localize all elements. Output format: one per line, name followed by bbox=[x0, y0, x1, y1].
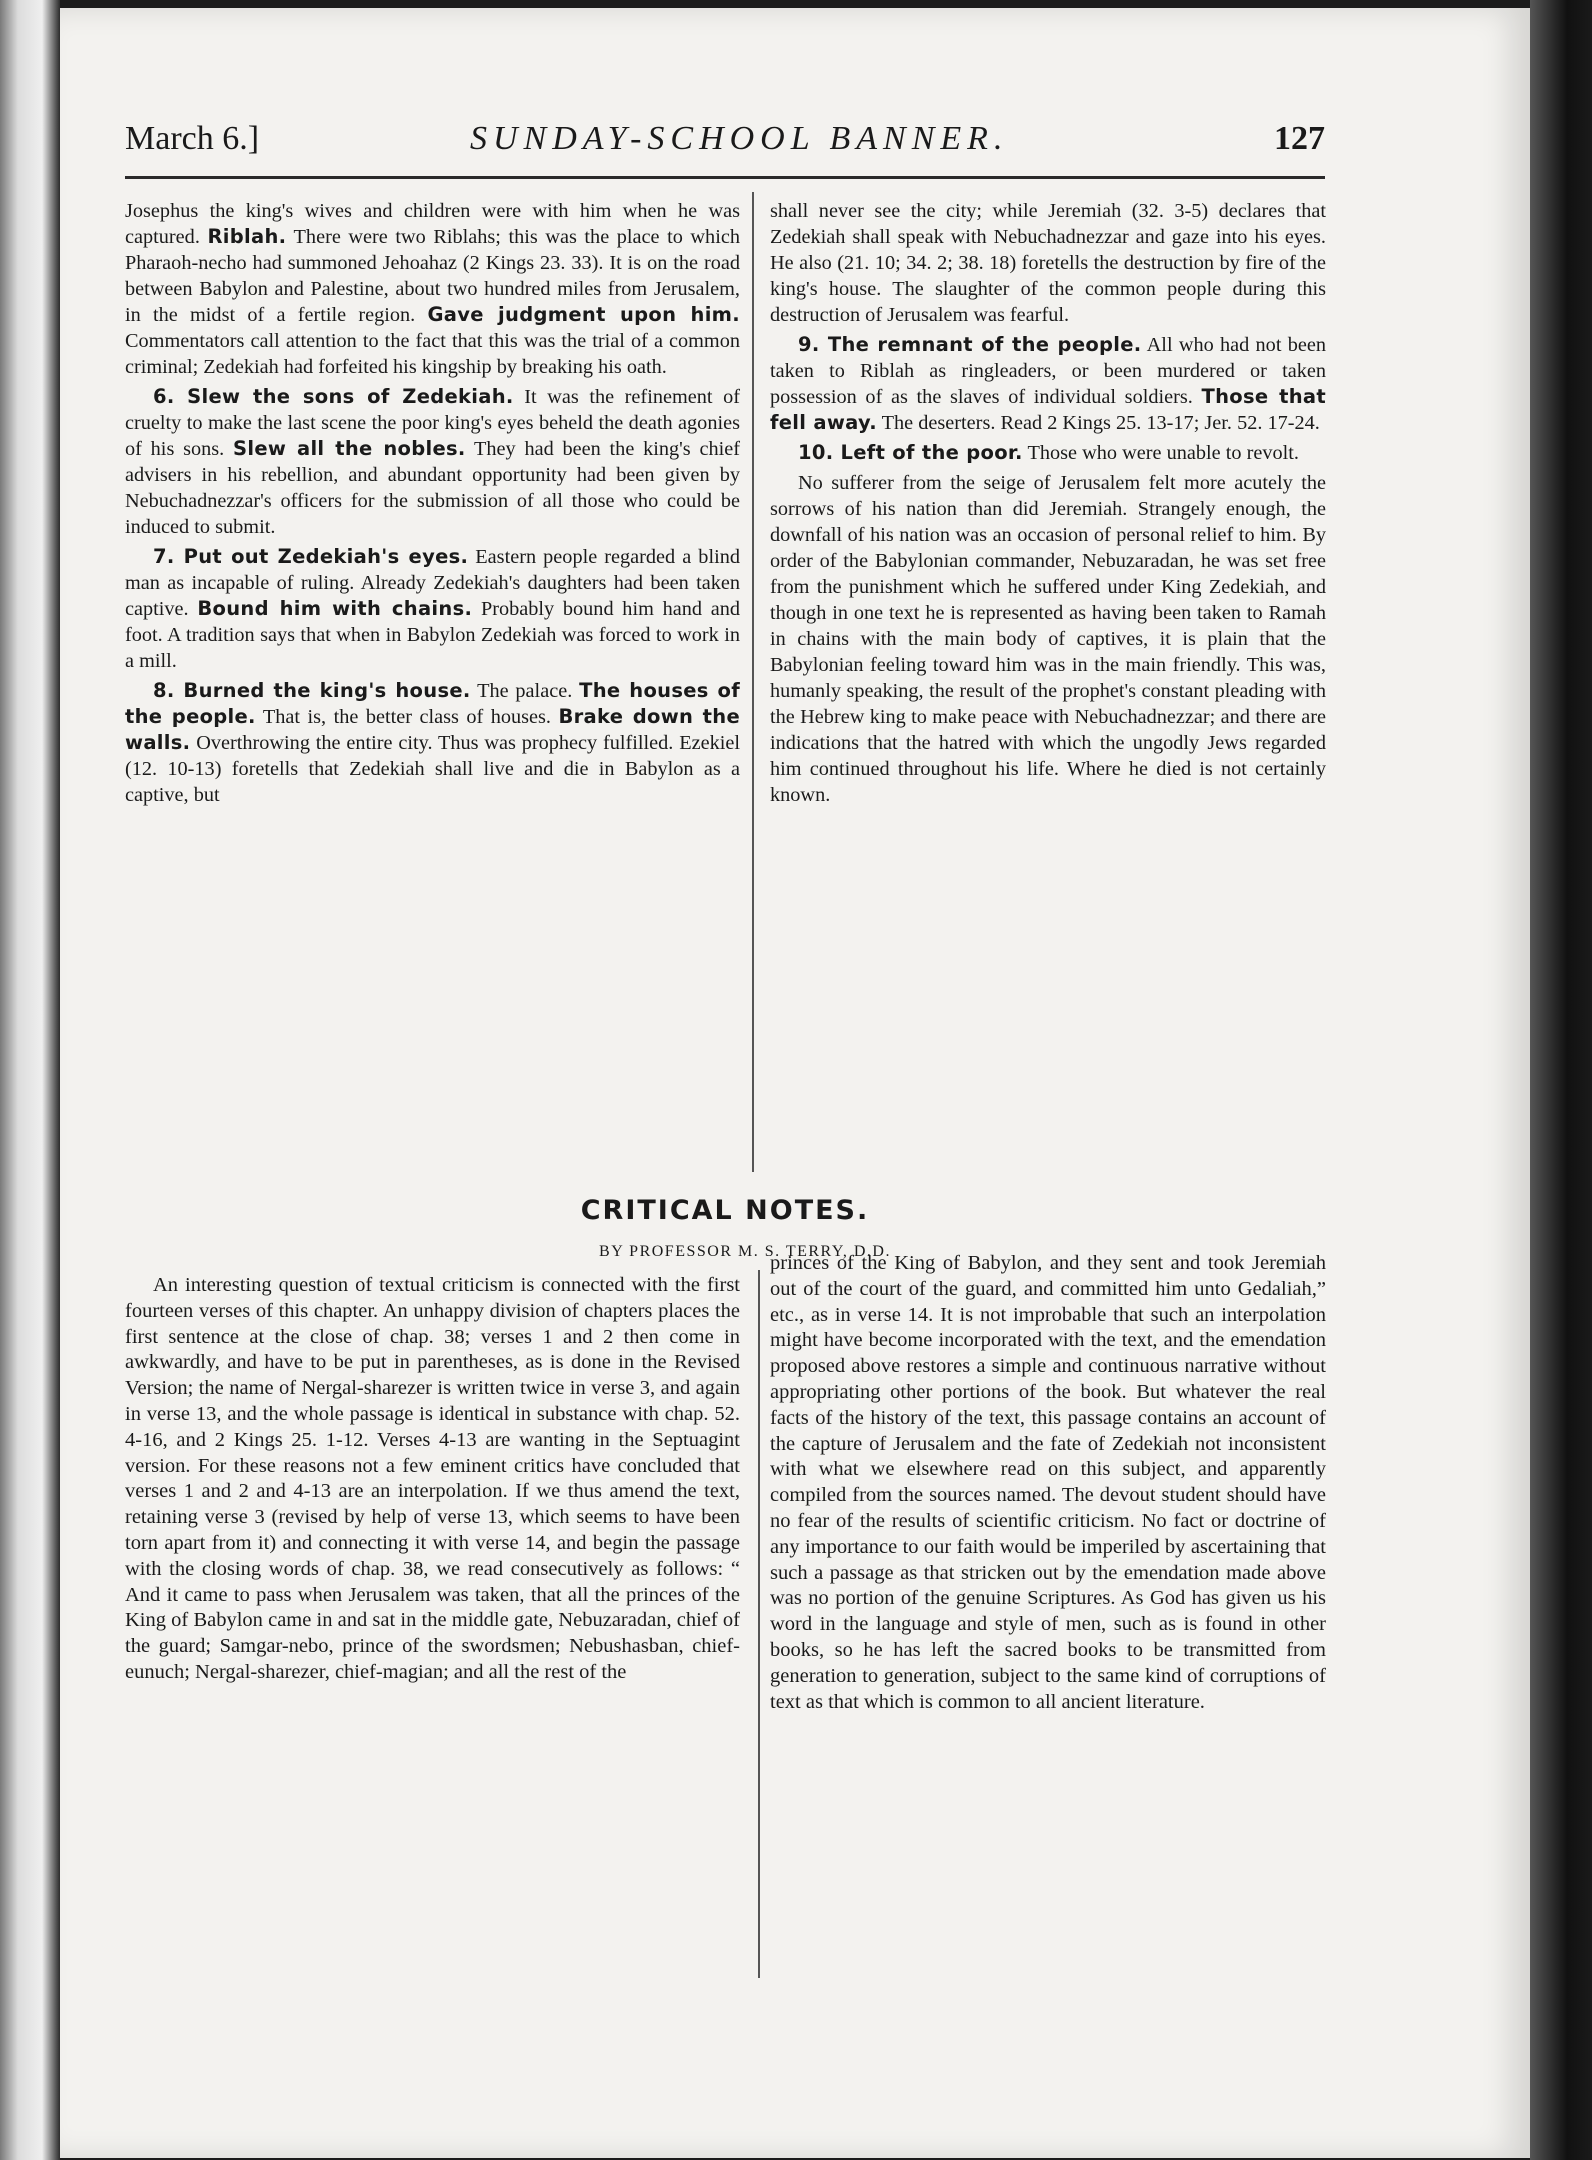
text-run: It was the refinement of cruelty to make the last scene the poor king's eyes beheld the death agonies of his sons. bbox=[125, 386, 740, 460]
binding-shadow bbox=[1530, 0, 1592, 2160]
column-divider-bottom bbox=[758, 1270, 760, 1978]
text-run: They had been the king's chief advisers in his rebellion, and abundant opportunity had been given by Nebuchadnezzar's officers for the submission of all those who could be induced to submit. bbox=[125, 438, 741, 538]
left-page-edge bbox=[0, 0, 60, 2160]
column-top-right bbox=[770, 198, 1326, 812]
paragraph: An interesting question of textual criticism is connected with the first fourteen verses of this chapter. An unhappy division of chapters places the first sentence at the close of chap. 38; verses 1 and 2 then come in awkwardly, and have to be put in parentheses, as is done in the Revised Version; the name of Nergal-sharezer is written twice in verse 3, and again in verse 13, and the whole passage is identical in substance with chap. 52. 4-16, and 2 Kings 25. 1-12. Verses 4-13 are wanting in the Septuagint version. For these reasons not a few eminent critics have concluded that verses 1 and 2 and 4-13 are an interpolation. If we thus amend the text, retaining verse 3 (revised by help of verse 13, which seems to have been torn apart from it) and connecting it with verse 14, and begin the passage with the closing words of chap. 38, we read consecutively as follows: “ And it came to pass when Jerusalem was taken, that all the princes of the King of Babylon came in and sat in the middle gate, Nebuzaradan, chief of the guard; Samgar-nebo, prince of the swordsmen; Nebushasban, chief-eunuch; Nergal-sharezer, chief-magian; and all the rest of the bbox=[125, 1274, 740, 1683]
paragraph-8 bbox=[125, 678, 740, 808]
keyword-burned-house: 8. Burned the king's house. bbox=[153, 679, 471, 702]
byline: BY PROFESSOR M. S. TERRY, D.D. bbox=[599, 1243, 891, 1260]
keyword-put-out-eyes: 7. Put out Zedekiah's eyes. bbox=[153, 545, 469, 568]
keyword-fell-away: Those that fell away. bbox=[770, 385, 1326, 434]
column-top-left bbox=[125, 198, 740, 812]
text-run: The deserters. Read 2 Kings 25. 13-17; Jer. 52. 17-24. bbox=[881, 412, 1320, 434]
text-run: All who had not been taken to Riblah as ringleaders, or been murdered or taken possession of as the slaves of individual soldiers. bbox=[770, 334, 1326, 408]
text-run: There were two Riblahs; this was the place to which Pharaoh-necho had summoned Jehoahaz (2 Kings 23. 33). It is on the road between Babylon and Palestine, about two hundred miles from Jerusalem, in the midst of a fertile region. bbox=[125, 226, 740, 326]
text-run: Commentators call attention to the fact that this was the trial of a common criminal; Zedekiah had forfeited his kingship by breaking his oath. bbox=[125, 330, 740, 378]
text-run: Eastern people regarded a blind man as incapable of ruling. Already Zedekiah's daughters had been taken captive. bbox=[125, 546, 740, 620]
column-divider-top bbox=[752, 192, 754, 1172]
column-bottom-right bbox=[770, 1251, 1326, 1719]
paragraph: shall never see the city; while Jeremiah (32. 3-5) declares that Zedekiah shall speak with Nebuchadnezzar and gaze into his eyes. He also (21. 10; 34. 2; 38. 18) foretells the destruction by fire of the king's house. The slaughter of the common people during this destruction of Jerusalem was fearful. bbox=[770, 200, 1326, 326]
paragraph: No sufferer from the seige of Jerusalem felt more acutely the sorrows of his nation than did Jeremiah. Strangely enough, the downfall of his nation was an occasion of personal relief to him. By order of the Babylonian commander, Nebuzaradan, he was set free from the punishment which he suffered under King Zedekiah, and though in one text he is represented as having been taken to Ramah in chains with the main body of captives, it is plain that the Babylonian feeling toward him was in the main friendly. This was, humanly speaking, the result of the prophet's constant pleading with the Hebrew king to make peace with Nebuchadnezzar; and there are indications that the hatred with which the ungodly Jews regarded him continued throughout his life. Where he died is not certainly known. bbox=[770, 472, 1326, 806]
header-rule bbox=[125, 176, 1325, 179]
paragraph-9 bbox=[770, 332, 1326, 436]
paragraph-7 bbox=[125, 544, 740, 674]
text-run: Overthrowing the entire city. Thus was prophecy fulfilled. Ezekiel (12. 10-13) foretells that Zedekiah shall live and die in Babylon as a captive, but bbox=[125, 732, 740, 806]
page-number: 127 bbox=[1274, 120, 1325, 157]
keyword-slew-sons: 6. Slew the sons of Zedekiah. bbox=[153, 385, 514, 408]
paragraph: princes of the King of Babylon, and they sent and took Jeremiah out of the court of the guard, and committed him unto Gedaliah,” etc., as in verse 14. It is not improbable that such an interpolation might have become incorporated with the text, and the emendation proposed above restores a simple and continuous narrative without appropriating other portions of the book. But whatever the real facts of the history of the text, this passage contains an account of the capture of Jerusalem and the fate of Zedekiah not inconsistent with what we elsewhere read on this subject, and apparently compiled from the sources named. The devout student should have no fear of the results of scientific criticism. No fact or doctrine of any importance to our faith would be imperiled by ascertaining that such a passage as that stricken out by the emendation made above was no portion of the genuine Scriptures. As God has given us his word in the language and style of men, such as is found in other books, so he has left the sacred books to be transmitted from generation to generation, subject to the same kind of corruptions of text as that which is common to all ancient literature. bbox=[770, 1252, 1326, 1713]
text-run: The palace. bbox=[477, 680, 573, 702]
text-run: That is, the better class of houses. bbox=[262, 706, 551, 728]
keyword-brake-walls: Brake down the walls. bbox=[125, 705, 741, 754]
text-run: Josephus the king's wives and children were with him when he was captured. bbox=[125, 200, 740, 248]
keyword-gave-judgment: Gave judgment upon him. bbox=[427, 303, 741, 326]
keyword-bound-chains: Bound him with chains. bbox=[197, 597, 473, 620]
keyword-riblah: Riblah. bbox=[207, 225, 287, 248]
header-title: SUNDAY-SCHOOL BANNER. bbox=[470, 120, 1009, 157]
text-run: Those who were unable to revolt. bbox=[1027, 442, 1299, 464]
keyword-slew-nobles: Slew all the nobles. bbox=[233, 437, 466, 460]
text-run: Probably bound him hand and foot. A tradition says that when in Babylon Zedekiah was forced to work in a mill. bbox=[125, 598, 740, 672]
column-bottom-left bbox=[125, 1273, 740, 1690]
paragraph bbox=[125, 198, 740, 380]
keyword-left-of-poor: 10. Left of the poor. bbox=[798, 441, 1023, 464]
keyword-remnant: 9. The remnant of the people. bbox=[798, 333, 1142, 356]
section-heading: CRITICAL NOTES. bbox=[580, 1195, 870, 1226]
paragraph-6 bbox=[125, 384, 740, 540]
running-header bbox=[125, 120, 1325, 180]
header-date: March 6.] bbox=[125, 120, 260, 157]
keyword-houses-people: The houses of the people. bbox=[125, 679, 740, 728]
paragraph-10 bbox=[770, 440, 1326, 466]
